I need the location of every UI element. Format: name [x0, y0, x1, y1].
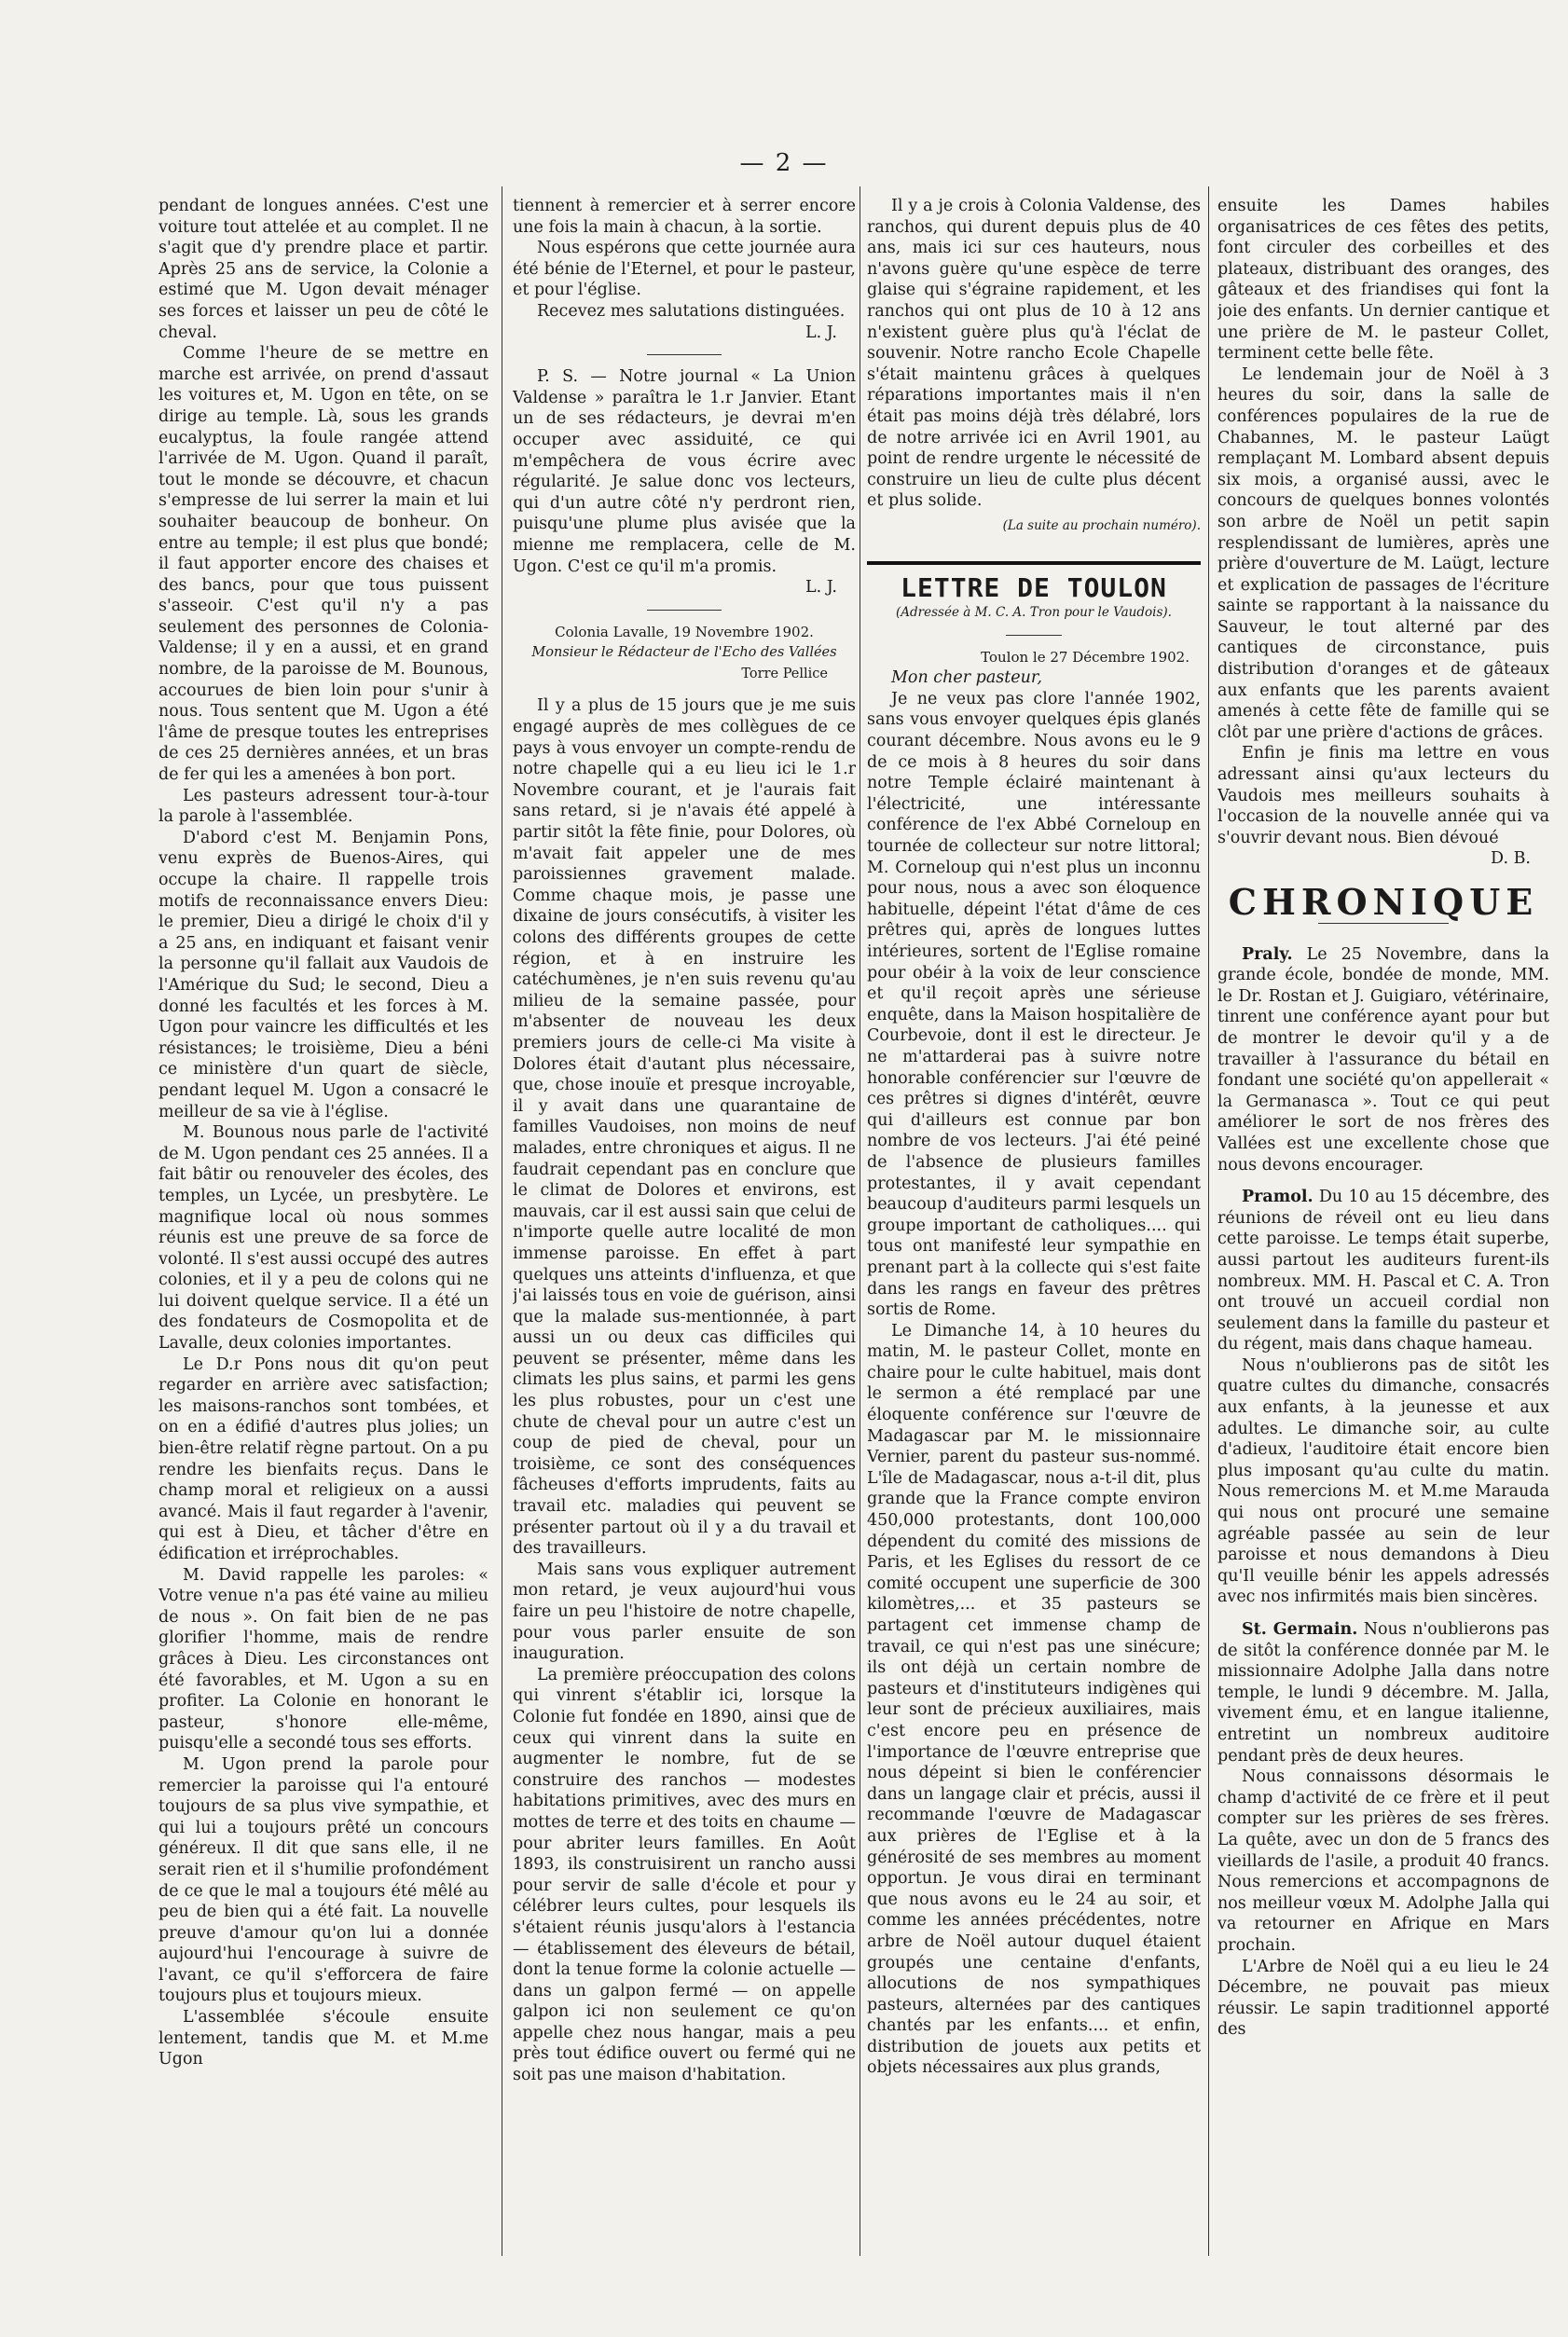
chronique-item: [1217, 1957, 1549, 2041]
signature: L. J.: [805, 323, 837, 342]
paragraph: L'assemblée s'écoule ensuite lentement, tandis que M. et M.me Ugon: [158, 2008, 488, 2069]
paragraph: Enfin je finis ma lettre en vous adressant ainsi qu'aux lecteurs du Vaudois mes meilleurs souhaits à l'occasion de la nouvelle année qui va s'ouvrir devant nous. Bien dévoué: [1217, 744, 1549, 847]
paragraph: Il y a je crois à Colonia Valdense, des ranchos, qui durent depuis plus de 40 ans, mais ici sur ces hauteurs, nous n'avons guère qu'une espèce de terre glaise qui s'égraine rapidement, et les ranchos qui ont plus de 10 à 12 ans n'existent guère plus qu'à l'éclat de souvenir. Notre rancho Ecole Chapelle s'était maintenu grâces à quelques réparations importantes mais il n'en était pas moins déjà très délabré, lors de notre arrivée ici en Avril 1901, au point de rendre urgente le nécessité de construire un lieu de culte plus décent et plus solide.: [867, 197, 1201, 511]
signature: L. J.: [805, 578, 837, 598]
paragraph: La première préoccupation des colons qui vinrent s'établir ici, lorsque la Colonie fut fondée en 1890, ainsi que de ceux qui vinrent dans la suite en augmenter le nombre, fut de se construire des ranchos — modestes habitations primitives, avec des murs en mottes de terre et des toits en chaume — pour abriter leurs familles. En Août 1893, ils construisirent un rancho aussi pour servir de salle d'école et pour y célébrer leurs cultes, pour lesquels ils s'étaient réunis jusqu'alors à l'estancia — établissement des éleveurs de bétail, dont la tenue forme la colonie actuelle — dans un galpon fermé — on appelle galpon ici non seulement ce qu'on appelle chez nous hangar, mais a peu près tout édifice ouvert ou fermé qui ne soit pas une maison d'habitation.: [513, 1665, 856, 2085]
paragraph: pendant de longues années. C'est une voiture tout attelée et au complet. Il ne s'agit que d'y prendre place et partir. Après 25 ans de service, la Colonie a estimé que M. Ugon devait ménager ses forces et laisser un peu de côté le cheval.: [158, 197, 488, 342]
section-rule: [867, 561, 1201, 565]
column-1: [158, 196, 488, 2275]
divider: [1006, 635, 1062, 636]
column-3: [867, 196, 1201, 2275]
paragraph: tiennent à remercier et à serrer encore une fois la main à chacun, à la sortie.: [513, 197, 856, 237]
paragraph: Mais sans vous expliquer autrement mon retard, je veux aujourd'hui vous faire un peu l'histoire de notre chapelle, pour vous parler ensuite de son inauguration.: [513, 1560, 856, 1664]
paragraph: Le D.r Pons nous dit qu'on peut regarder en arrière avec satisfaction; les maisons-ranchos sont tombées, et on en a édifié d'autres plus jolies; un bien-être relatif règne partout. On a pu rendre les bienfaits reçus. Dans le champ moral et religieux on a aussi avancé. Mais il faut regarder à l'avenir, qui est à Dieu, et tâcher d'être en édification et irréprochables.: [158, 1354, 488, 1563]
item-text: Nous connaissons désormais le champ d'activité de ce frère et il peut compter sur les prières de ses frères. La quête, avec un don de 5 francs des vieillards de l'asile, a produit 40 francs. Nous remercions et accompagnons de nos meilleur vœux M. Adolphe Jalla qui va retourner en Afrique en Mars prochain.: [1217, 1767, 1549, 1955]
chronique-item: [1217, 1766, 1549, 1956]
salutation: Mon cher pasteur,: [891, 668, 1042, 688]
paragraph: Je ne veux pas clore l'année 1902, sans vous envoyer quelques épis glanés courant décembre. Nous avons eu le 9 de ce mois à 8 heures du soir dans notre Temple éclairé maintenant à l'électricité, une intéressante conférence de l'ex Abbé Corneloup en tournée de collecteur sur notre littoral; M. Corneloup qui n'est plus un inconnu pour nous, nous a avec son éloquence habituelle, dépeint l'état d'âme de ces prêtres qui, après de longues luttes intérieures, sortent de l'Eglise romaine pour obéir à la voix de leur conscience et qu'il reçoit après une sérieuse enquête, dans la Maison hospitalière de Courbevoie, dont il est le directeur. Je ne m'attarderai pas à suivre notre honorable conférencier sur l'œuvre de ces prêtres si dignes d'intérêt, œuvre qui d'ailleurs est connue par bon nombre de vos lecteurs. J'ai été peiné de l'absence de plusieurs familles protestantes, il y avait cependant beaucoup d'auditeurs parmi lesquels un groupe important de catholiques.... qui tous ont manifesté leur sympathie en prenant part à la collecte qui s'est faite dans les rangs en faveur des prêtres sortis de Rome.: [867, 689, 1201, 1320]
chronique-item: [1217, 1187, 1549, 1355]
column-2: [513, 196, 856, 2275]
divider: [647, 610, 722, 611]
place-name: Pramol.: [1242, 1188, 1314, 1207]
item-text: Nous n'oublierons pas de sitôt les quatre cultes du dimanche, consacrés aux enfants, à la jeunesse et aux adultes. Le dimanche soir, au culte d'adieux, l'auditoire était encore bien plus imposant qu'au culte du matin. Nous remercions M. et M.me Marauda qui nous ont procuré une semaine agréable passée au sein de leur paroisse et nous demandons à Dieu qu'Il veuille bénir les appels adressés avec nos infirmités mais bien sincères.: [1217, 1355, 1549, 1607]
paragraph: Comme l'heure de se mettre en marche est arrivée, on prend d'assaut les voitures et, M. Ugon en tête, on se dirige au temple. Là, sous les grands eucalyptus, la foule rangée attend l'arrivée de M. Ugon. Quand il paraît, tout le monde se découvre, et chacun s'empresse de lui serrer la main et lui souhaiter beaucoup de bonheur. On entre au temple; il est plus que bondé; il faut apporter encore des chaises et des bancs, pour que tous puissent s'asseoir. C'est qu'il n'y a pas seulement des personnes de Colonia-Valdense; il y en a aussi, et en grand nombre, de la paroisse de M. Bounous, accourues de bien loin pour s'unir à nous. Tous sentent que M. Ugon a été l'âme de presque toutes les entreprises de ces 25 dernières années, et un bras de fer qui les a amenées à bon port.: [158, 344, 488, 785]
paragraph: Le Dimanche 14, à 10 heures du matin, M. le pasteur Collet, monte en chaire pour le culte habituel, mais dont le sermon a été remplacé par une éloquente conférence sur l'œuvre de Madagascar par M. le missionnaire Vernier, parent du pasteur sus-nommé. L'île de Madagascar, nous a-t-il dit, plus grande que la France compte environ 450,000 protestants, dont 100,000 dépendent du comité des missions de Paris, et les Eglises du ressort de ce comité occupent une superficie de 300 kilomètres,... et 35 pasteurs se partagent cet immense champ de travail, ce qui n'est pas une sinécure; ils ont déjà un certain nombre de pasteurs et d'instituteurs indigènes qui leur sont de précieux auxiliaires, mais c'est encore peu en présence de l'importance de l'œuvre entreprise que nous dépeint si bien le conférencier dans un langage clair et précis, aussi il recommande l'œuvre de Madagascar aux prières de l'Eglise et à la générosité de ses membres au moment opportun. Je vous dirai en terminant que nous avons eu le 24 au soir, et comme les années précédentes, notre arbre de Noël autour duquel étaient groupés une centaine d'enfants, allocutions de nos sympathiques pasteurs, alternées par des cantiques chantés par les enfants.... et enfin, distribution de jouets aux petits et objets nécessaires aux plus grands,: [867, 1321, 1201, 2078]
paragraph: M. David rappelle les paroles: « Votre venue n'a pas été vaine au milieu de nous ». On fait bien de ne pas glorifier l'homme, mais de rendre grâces à Dieu. Les circonstances ont été favorables, et M. Ugon a su en profiter. La Colonie en honorant le pasteur, s'honore elle-même, puisqu'elle a secondé tous ses efforts.: [158, 1565, 488, 1753]
postscript: P. S. — Notre journal « La Union Valdense » paraîtra le 1.r Janvier. Etant un de ses rédacteurs, je devrai m'en occuper avec assiduité, ce qui m'empêchera de vous écrire avec régularité. Je salue donc vos lecteurs, qui d'un autre côté n'y perdront rien, puisqu'une plume plus avisée que la mienne me remplacera, celle de M. Ugon. C'est ce qu'il m'a promis.: [513, 367, 856, 576]
signature: D. B.: [1491, 849, 1531, 869]
paragraph: D'abord c'est M. Benjamin Pons, venu exprès de Buenos-Aires, qui occupe la chaire. Il rappelle trois motifs de reconnaissance envers Dieu: le premier, Dieu a dirigé le choix d'il y a 25 ans, en indiquant et faisant venir la personne qu'il fallait aux Vaudois de l'Amérique du Sud; le second, Dieu a donné les facultés et les forces à M. Ugon pour vaincre les difficultés et les résistances; le troisième, Dieu a béni ce ministère d'un quart de siècle, pendant lequel M. Ugon a consacré le meilleur de sa vie à l'église.: [158, 828, 488, 1121]
paragraph: Nous espérons que cette journée aura été bénie de l'Eternel, et pour le pasteur, et pour l'église.: [513, 239, 856, 300]
divider: [647, 354, 722, 355]
chronique-item: [1217, 1355, 1549, 1608]
article-subheading: (Adressée à M. C. A. Tron pour le Vaudois).: [896, 605, 1172, 621]
item-text: Le 25 Novembre, dans la grande école, bondée de monde, MM. le Dr. Rostan et J. Guigiaro, vétérinaire, tinrent une conférence ayant pour but de montrer le devoir qu'il y a de travailler à l'assurance du bétail en fondant une société qu'on appellerait « la Germanasca ». Tout ce qui peut améliorer le sort de nos frères des Vallées est une excellente chose que nous devons encourager.: [1217, 944, 1549, 1175]
item-text: Nous n'oublierons pas de sitôt la conférence donnée par M. le missionnaire Adolphe Jalla dans notre temple, le lundi 9 décembre. M. Jalla, vivement ému, et en langue italienne, entretint un nombreux auditoire pendant près de deux heures.: [1217, 1620, 1549, 1766]
item-text: Du 10 au 15 décembre, des réunions de réveil ont eu lieu dans cette paroisse. Le temps était superbe, aussi partout les auditeurs furent-ils nombreux. MM. H. Pascal et C. A. Tron ont trouvé un accueil cordial non seulement dans la famille du pasteur et du régent, mais dans chaque hameau.: [1217, 1188, 1549, 1354]
section-title: CHRONIQUE: [1228, 881, 1539, 923]
paragraph: Recevez mes salutations distinguées.: [537, 301, 846, 321]
chronique-item: [1217, 944, 1549, 1176]
continued-note: (La suite au prochain numéro).: [1002, 517, 1201, 533]
column-4: [1217, 196, 1549, 2275]
place-name: St. Germain.: [1242, 1620, 1358, 1639]
letter-address: Monsieur le Rédacteur de l'Echo des Vallées: [531, 645, 837, 661]
paragraph: Il y a plus de 15 jours que je me suis engagé auprès de mes collègues de ce pays à vous envoyer un compte-rendu de notre chapelle qui a eu lieu ici le 1.r Novembre courant, et je l'aurais fait sans retard, si je n'avais été appelé à partir sitôt la fête finie, pour Dolores, où m'avait fait appeler une de mes paroissiennes gravement malade. Comme chaque mois, je passe une dixaine de jours consécutifs, à visiter les colons des différents groupes de cette région, et à en instruire les catéchumènes, je n'en suis revenu qu'au milieu de la semaine passée, pour m'absenter de nouveau les deux premiers jours de celle-ci Ma visite à Dolores était d'autant plus nécessaire, que, chose inouïe et presque incroyable, il y avait dans une quarantaine de familles Vaudoises, non moins de neuf malades, entre chroniques et aigus. Il ne faudrait cependant pas en conclure que le climat de Dolores et environs, est mauvais, car il est aussi sain que celui de n'importe quelle autre localité de mon immense paroisse. En effet à part quelques uns atteints d'influenza, et que j'ai laissés tous en voie de guérison, ainsi que la malade sus-mentionnée, à part aussi un ou deux cas difficiles qui peuvent se présenter, même dans les climats les plus sains, et parmi les gens les plus robustes, pour un c'est une chute de cheval pour un autre c'est un coup de pied de cheval, pour un troisième, ce sont des conséquences fâcheuses d'efforts imprudents, faits au travail etc. maladies qui peuvent se présenter partout où il y a du travail et des travailleurs.: [513, 696, 856, 1559]
letter-dateline: Colonia Lavalle, 19 Novembre 1902.: [555, 623, 814, 640]
place-name: Praly.: [1242, 944, 1293, 964]
paragraph: Les pasteurs adressent tour-à-tour la parole à l'assemblée.: [158, 786, 488, 827]
paragraph: ensuite les Dames habiles organisatrices de ces fêtes des petits, font circuler des corbeilles et des plateaux, distribuant des oranges, des gâteaux et des friandises qui font la joie des enfants. Un dernier cantique et une prière de M. le pasteur Collet, terminent cette belle fête.: [1217, 197, 1549, 364]
letter-date: Toulon le 27 Décembre 1902.: [981, 648, 1190, 666]
item-text: L'Arbre de Noël qui a eu lieu le 24 Décembre, ne pouvait pas mieux réussir. Le sapin traditionnel apporté des: [1217, 1957, 1549, 2040]
column-rule: [1208, 186, 1209, 2256]
article-heading: LETTRE DE TOULON: [901, 571, 1167, 603]
letter-address-city: Torre Pellice: [741, 666, 828, 681]
chronique-item: [1217, 1619, 1549, 1766]
paragraph: Le lendemain jour de Noël à 3 heures du soir, dans la salle de conférences populaires de la rue de Chabannes, M. le pasteur Laügt remplaçant M. Lombard absent depuis six mois, a organisé aussi, avec le concours de quelques bonnes volontés son arbre de Noël un petit sapin resplendissant de lumières, après une prière d'ouverture de M. Laügt, lecture et explication de passages de l'écriture sainte se rapportant à la naissance du Sauveur, le tout alterné par des cantiques de circonstance, puis distribution d'oranges et de gâteaux aux enfants que les parents avaient amenés à cette fête de famille qui se clôt par une prière d'actions de grâces.: [1217, 364, 1549, 742]
paragraph: M. Bounous nous parle de l'activité de M. Ugon pendant ces 25 années. Il a fait bâtir ou renouveler des écoles, des temples, un Lycée, un presbytère. Le magnifique local où nous sommes réunis est une preuve de sa force de volonté. Il s'est aussi occupé des autres colonies, et il y a peu de colons qui ne lui doivent quelque service. Il a été un des fondateurs de Cosmopolita et de Lavalle, deux colonies importantes.: [158, 1123, 488, 1354]
page-number: — 2 —: [739, 149, 829, 177]
paragraph: M. Ugon prend la parole pour remercier la paroisse qui l'a entouré toujours de sa plus vive sympathie, et qui lui a toujours prêté un concours généreux. Il dit que sans elle, il ne serait rien et il s'humilie profondément de ce que le mal a toujours été mêlé au peu de bien qui a été fait. La nouvelle preuve d'amour qu'on lui a donnée aujourd'hui l'encourage à suivre de l'avant, ce qu'il s'efforcera de faire toujours plus et toujours mieux.: [158, 1754, 488, 2006]
